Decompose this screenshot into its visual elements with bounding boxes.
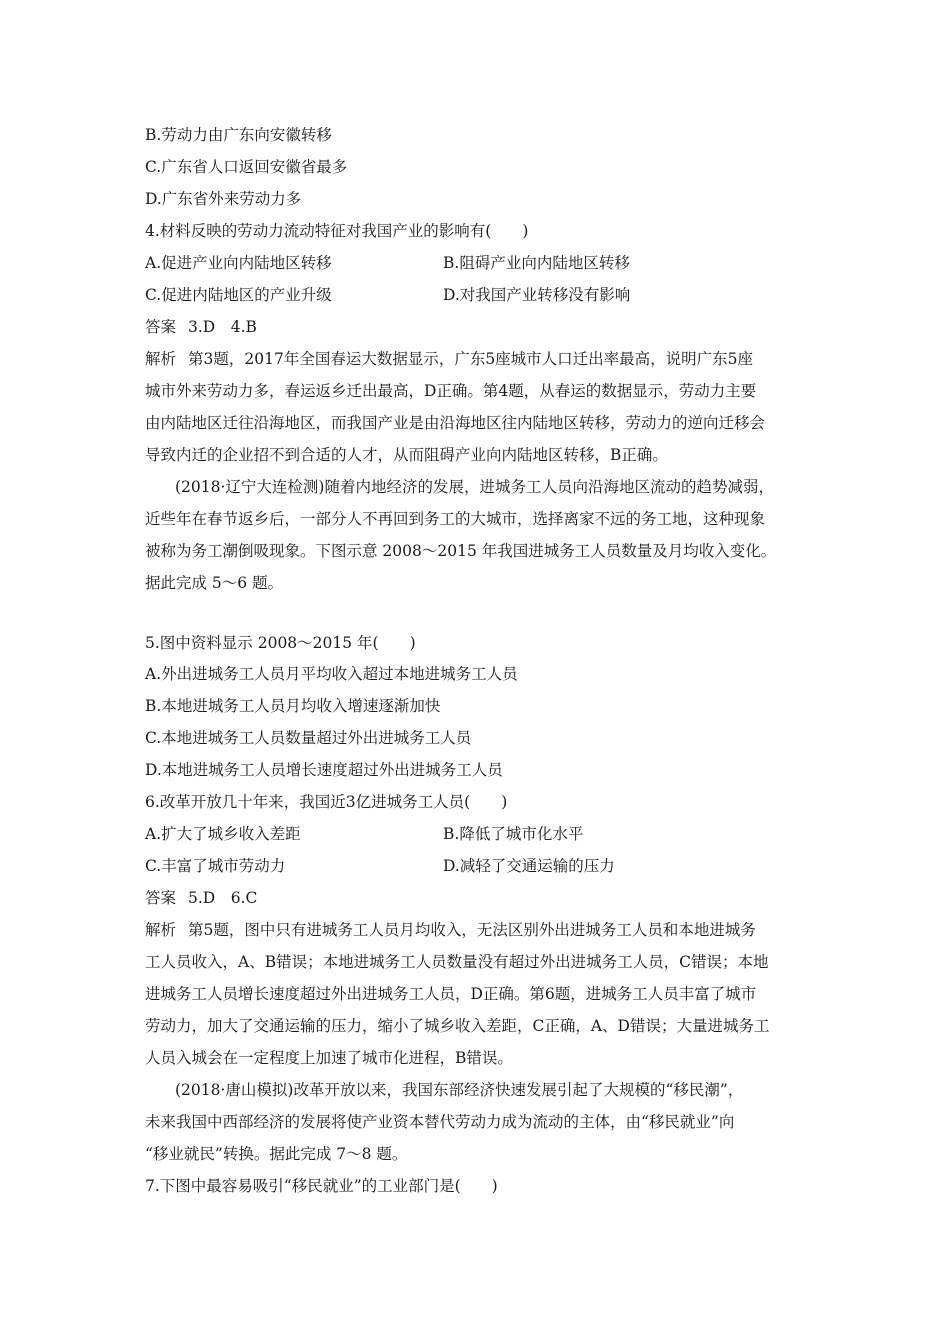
q4-option-d: D.对我国产业转移没有影响: [443, 286, 631, 304]
q3-option-c: C.广东省人口返回安徽省最多: [145, 158, 348, 176]
analysis-3-4-line-1: [145, 349, 753, 369]
q7-stem: 7.下图中最容易吸引“移民就业”的工业部门是( ): [145, 1177, 498, 1195]
analysis-text: 第3题，2017年全国春运大数据显示，广东5座城市人口迁出率最高，说明广东5座: [188, 350, 754, 368]
analysis-3-4-line-3: 由内陆地区迁往沿海地区，而我国产业是由沿海地区往内陆地区转移，劳动力的逆向迁移会: [145, 414, 766, 432]
analysis-label: 解析: [145, 921, 177, 939]
q5-option-c: C.本地进城务工人员数量超过外出进城务工人员: [145, 729, 472, 747]
analysis-5-6-line-4: 劳动力，加大了交通运输的压力，缩小了城乡收入差距，C正确，A、D错误；大量进城务工: [145, 1017, 770, 1035]
q6-option-d: D.减轻了交通运输的压力: [443, 857, 615, 875]
q4-option-a: A.促进产业向内陆地区转移: [145, 254, 332, 272]
answer-text: 5.D 6.C: [188, 889, 258, 907]
q6-stem: 6.改革开放几十年来，我国近3亿进城务工人员( ): [145, 793, 508, 811]
material-5-6-line-4: 据此完成 5～6 题。: [145, 574, 284, 592]
q6-option-c: C.丰富了城市劳动力: [145, 857, 286, 875]
answer-label: 答案: [145, 889, 177, 907]
answer-label: 答案: [145, 318, 177, 336]
analysis-3-4-line-2: 城市外来劳动力多，春运返乡迁出最高，D正确。第4题，从春运的数据显示，劳动力主要: [145, 382, 757, 400]
analysis-5-6-line-1: [145, 920, 756, 940]
analysis-5-6-line-5: 人员入城会在一定程度上加速了城市化进程，B错误。: [145, 1049, 513, 1067]
material-5-6-line-2: 近些年在春节返乡后，一部分人不再回到务工的大城市，选择离家不远的务工地，这种现象: [145, 510, 766, 528]
q6-option-b: B.降低了城市化水平: [443, 825, 584, 843]
material-7-8-line-2: 未来我国中西部经济的发展将使产业资本替代劳动力成为流动的主体，由“移民就业”向: [145, 1113, 735, 1131]
analysis-text: 第5题，图中只有进城务工人员月均收入，无法区别外出进城务工人员和本地进城务: [188, 921, 756, 939]
material-5-6-line-1: (2018·辽宁大连检测)随着内地经济的发展，进城务工人员向沿海地区流动的趋势减弱，: [175, 478, 774, 496]
analysis-label: 解析: [145, 350, 177, 368]
answer-3-4: [145, 317, 257, 337]
q4-option-b: B.阻碍产业向内陆地区转移: [443, 254, 630, 272]
analysis-5-6-line-3: 进城务工人员增长速度超过外出进城务工人员，D正确。第6题，进城务工人员丰富了城市: [145, 985, 757, 1003]
material-5-6-line-3: 被称为务工潮倒吸现象。下图示意 2008～2015 年我国进城务工人员数量及月均收入变化。: [145, 542, 777, 560]
material-7-8-line-1: (2018·唐山模拟)改革开放以来，我国东部经济快速发展引起了大规模的“移民潮”，: [175, 1081, 744, 1099]
answer-text: 3.D 4.B: [188, 318, 257, 336]
q4-stem: 4.材料反映的劳动力流动特征对我国产业的影响有( ): [145, 222, 529, 240]
q5-option-b: B.本地进城务工人员月均收入增速逐渐加快: [145, 697, 441, 715]
material-7-8-line-3: “移业就民”转换。据此完成 7～8 题。: [145, 1145, 408, 1163]
analysis-5-6-line-2: 工人员收入，A、B错误；本地进城务工人员数量没有超过外出进城务工人员，C错误；本地: [145, 953, 769, 971]
q5-option-d: D.本地进城务工人员增长速度超过外出进城务工人员: [145, 761, 503, 779]
q5-stem: 5.图中资料显示 2008～2015 年( ): [145, 634, 416, 652]
q5-option-a: A.外出进城务工人员月平均收入超过本地进城务工人员: [145, 665, 518, 683]
q4-option-c: C.促进内陆地区的产业升级: [145, 286, 332, 304]
analysis-3-4-line-4: 导致内迁的企业招不到合适的人才，从而阻碍产业向内陆地区转移，B正确。: [145, 446, 668, 464]
q3-option-d: D.广东省外来劳动力多: [145, 190, 302, 208]
answer-5-6: [145, 888, 257, 908]
q6-option-a: A.扩大了城乡收入差距: [145, 825, 301, 843]
q3-option-b: B.劳动力由广东向安徽转移: [145, 126, 332, 144]
